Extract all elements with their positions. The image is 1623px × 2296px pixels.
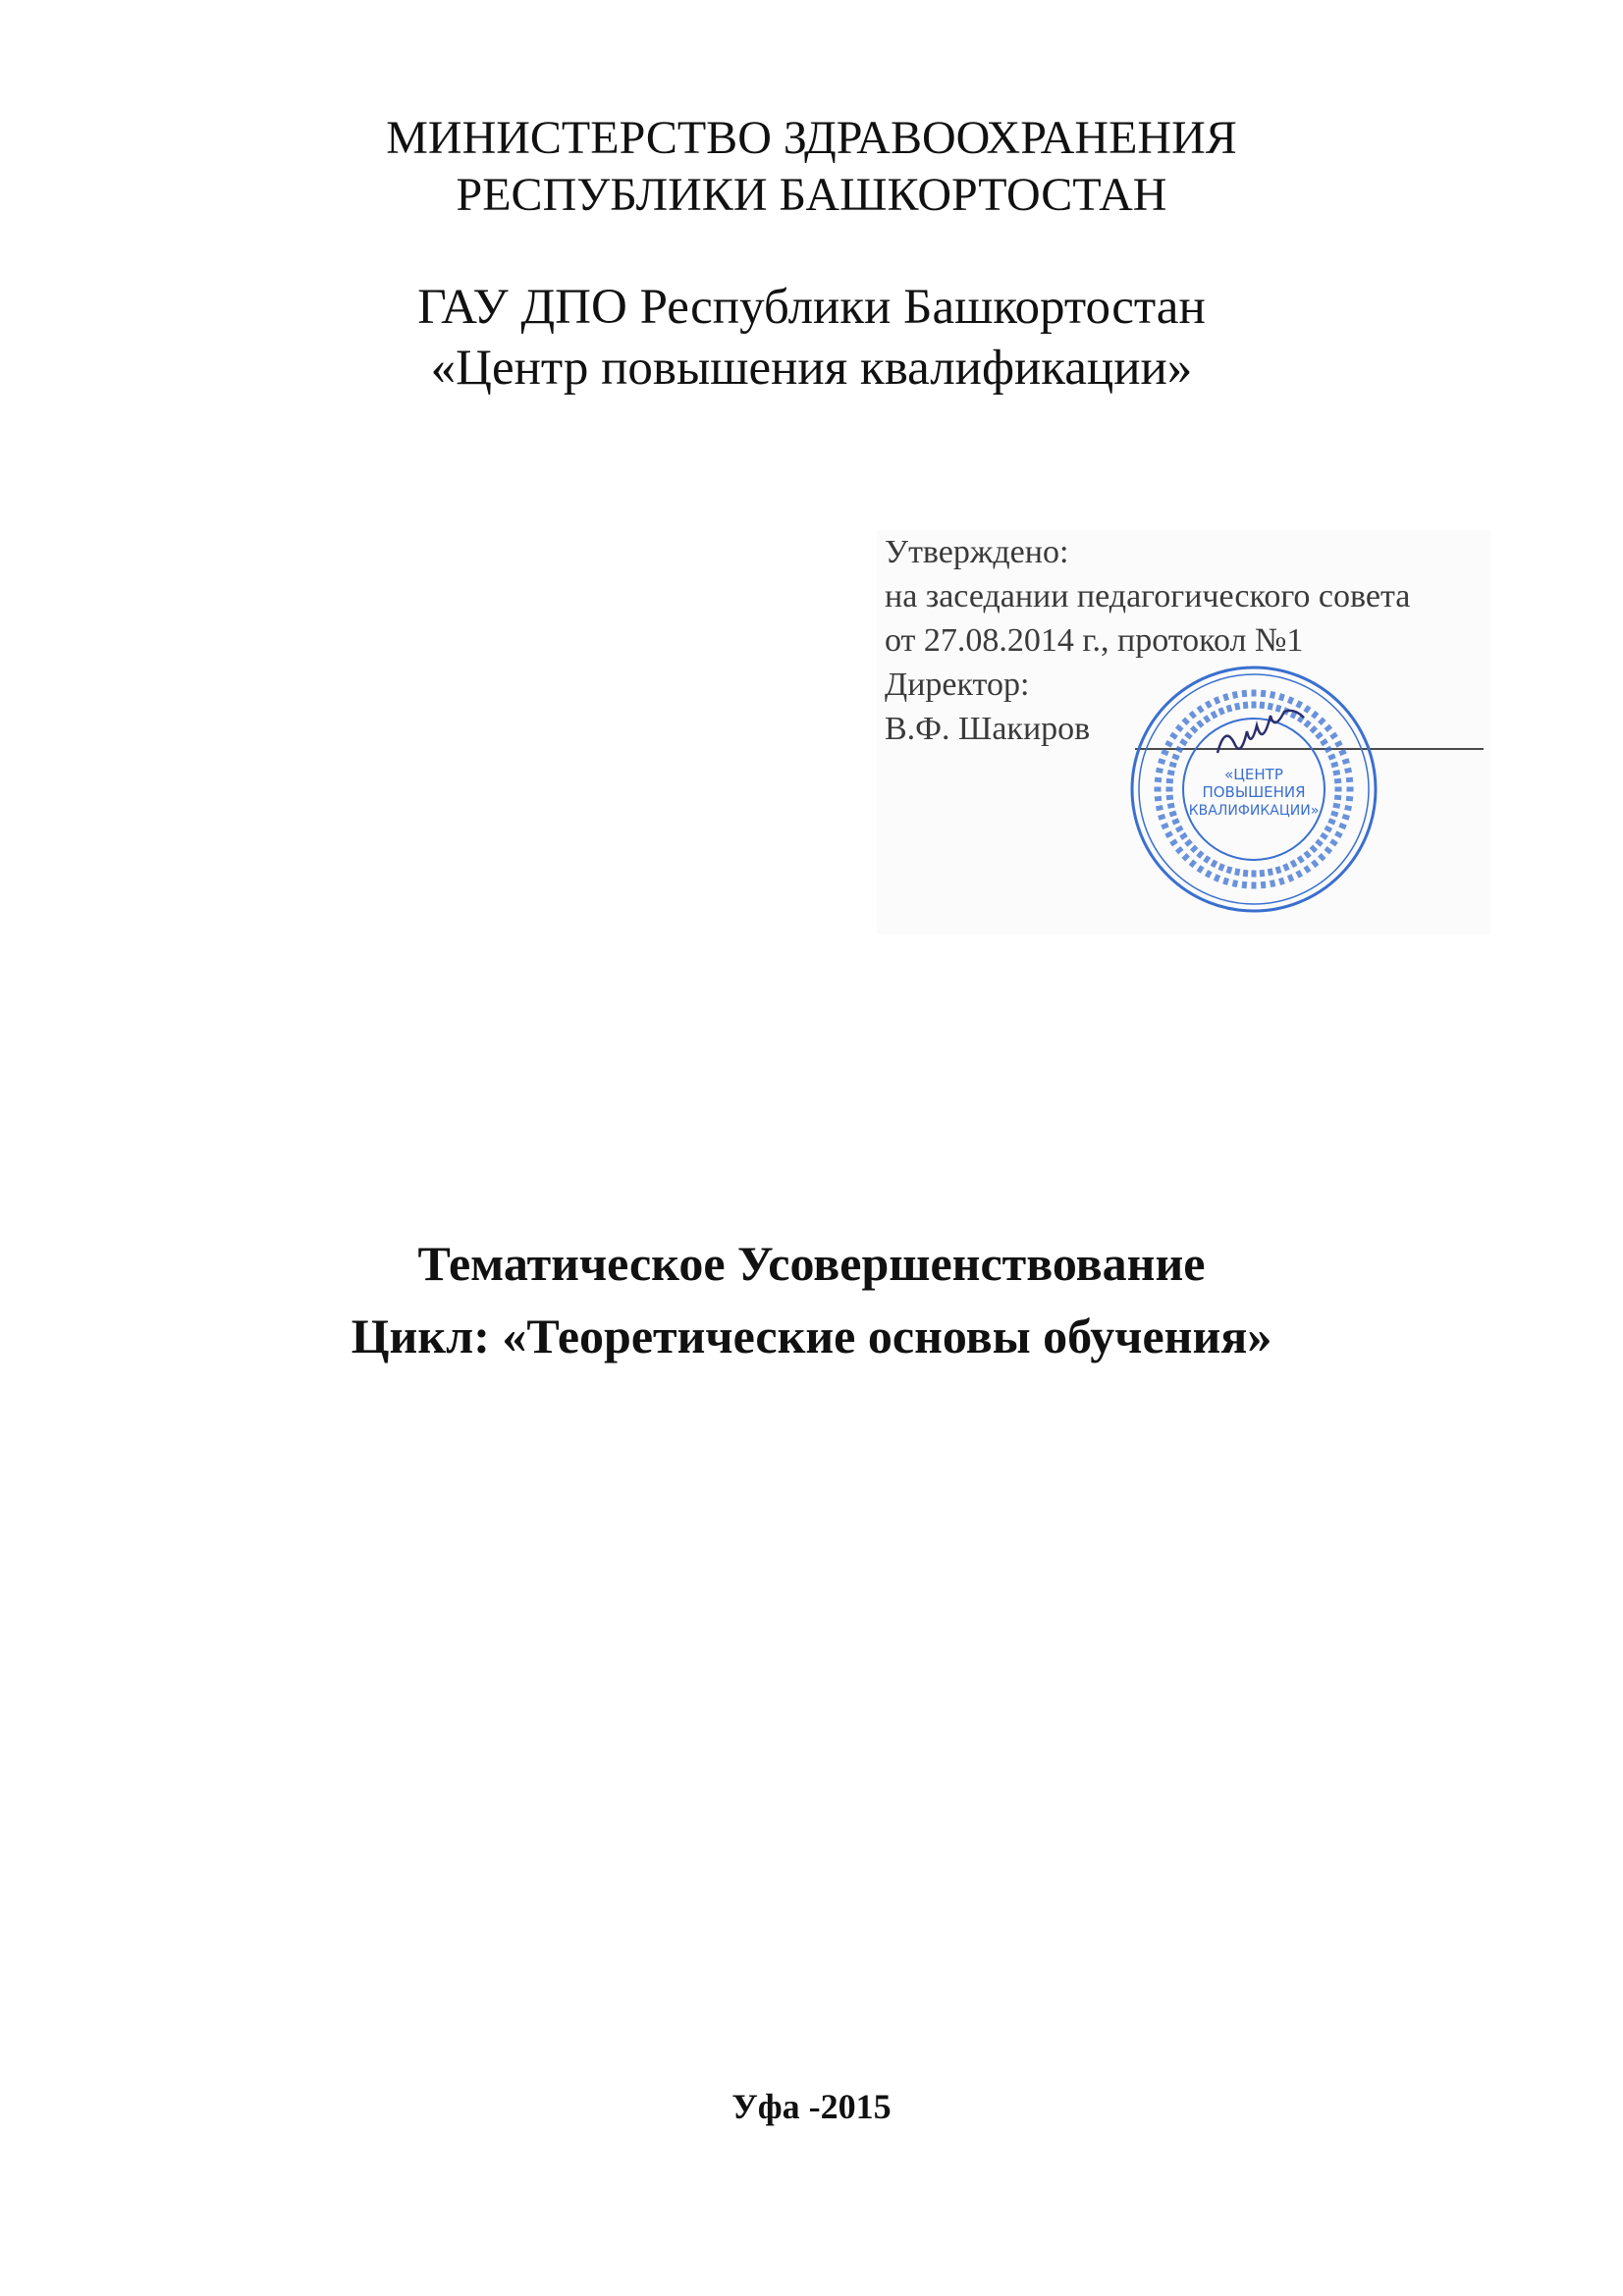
stamp-ring-glyph <box>1282 863 1289 871</box>
stamp-ring-glyph <box>1179 738 1188 746</box>
stamp-ring-glyph <box>1161 749 1168 756</box>
approval-block <box>877 530 1490 934</box>
stamp-ring-glyph <box>1196 720 1204 728</box>
institution-heading <box>0 277 1623 399</box>
stamp-ring-glyph <box>1232 880 1238 887</box>
stamp-ring-glyph <box>1243 870 1249 877</box>
stamp-ring-glyph <box>1155 796 1162 802</box>
stamp-ring-glyph <box>1252 871 1257 878</box>
stamp-ring-glyph <box>1242 881 1248 888</box>
document-title <box>0 1227 1623 1372</box>
stamp-ring-glyph <box>1278 693 1285 701</box>
stamp-ring-glyph <box>1184 731 1193 739</box>
stamp-ring-glyph <box>1318 853 1325 861</box>
approval-line-3: от 27.08.2014 г., протокол №1 <box>885 622 1304 659</box>
stamp-ring-glyph <box>1334 778 1341 784</box>
stamp-ring-glyph <box>1155 787 1162 792</box>
stamp-ring-glyph <box>1211 711 1218 720</box>
stamp-ring-glyph <box>1243 702 1249 709</box>
stamp-ring-glyph <box>1203 855 1211 864</box>
stamp-ring-glyph <box>1330 811 1338 818</box>
stamp-ring-glyph <box>1242 690 1248 697</box>
stamp-ring-glyph <box>1342 758 1350 765</box>
stamp-ring-glyph <box>1175 846 1184 854</box>
stamp-ring-glyph <box>1310 725 1318 733</box>
stamp-center-line-3: КВАЛИФИКАЦИИ» <box>1188 803 1320 819</box>
stamp-ring-glyph <box>1197 865 1205 874</box>
stamp-ring-glyph <box>1270 880 1275 887</box>
stamp-center-line-1: «ЦЕНТР <box>1224 766 1283 783</box>
approval-line-1: Утверждено: <box>885 534 1069 570</box>
ministry-line-2: РЕСПУБЛИКИ БАШКОРТОСТАН <box>456 169 1167 221</box>
stamp-ring-glyph <box>1295 700 1303 709</box>
title-line-1: Тематическое Усовершенствование <box>417 1236 1206 1291</box>
official-stamp <box>1124 660 1384 920</box>
stamp-ring-glyph <box>1330 762 1338 769</box>
stamp-ring-glyph <box>1335 787 1342 792</box>
stamp-ring-glyph <box>1175 826 1184 833</box>
stamp-ring-glyph <box>1190 725 1198 733</box>
stamp-ring-glyph <box>1164 830 1173 838</box>
stamp-ring-glyph <box>1310 845 1318 853</box>
stamp-ring-glyph <box>1268 703 1273 711</box>
stamp-ring-glyph <box>1287 696 1294 704</box>
stamp-ring-glyph <box>1171 753 1179 760</box>
stamp-ring-glyph <box>1327 753 1335 760</box>
stamp-ring-glyph <box>1297 855 1305 864</box>
institution-line-2: «Центр повышения квалификации» <box>430 341 1193 396</box>
stamp-ring-glyph <box>1196 850 1204 859</box>
stamp-ring-glyph <box>1344 768 1352 774</box>
stamp-ring-glyph <box>1320 832 1328 840</box>
institution-line-1: ГАУ ДПО Республики Башкортостан <box>417 280 1206 335</box>
approval-line-4: Директор: <box>885 667 1030 703</box>
stamp-ring-glyph <box>1167 770 1175 775</box>
stamp-ring-glyph <box>1181 717 1189 724</box>
stamp-ring-glyph <box>1270 691 1275 699</box>
stamp-ring-glyph <box>1252 882 1257 889</box>
stamp-ring-glyph <box>1260 870 1266 877</box>
stamp-ring-glyph <box>1189 711 1197 720</box>
stamp-ring-glyph <box>1211 860 1218 869</box>
stamp-ring-glyph <box>1325 846 1333 854</box>
stamp-ring-glyph <box>1311 860 1319 869</box>
stamp-ring-glyph <box>1189 860 1197 869</box>
stamp-ring-glyph <box>1252 690 1257 697</box>
stamp-ring-glyph <box>1222 693 1229 701</box>
stamp-ring-glyph <box>1226 866 1233 874</box>
stamp-ring-glyph <box>1158 758 1165 765</box>
stamp-ring-glyph <box>1197 705 1205 714</box>
stamp-ring-glyph <box>1166 795 1173 801</box>
stamp-ring-glyph <box>1332 803 1340 809</box>
stamp-ring-glyph <box>1303 705 1311 714</box>
stamp-ring-glyph <box>1169 762 1177 769</box>
stamp-ring-glyph <box>1346 796 1353 802</box>
stamp-ring-glyph <box>1156 768 1163 774</box>
stamp-ring-glyph <box>1260 702 1266 709</box>
stamp-ring-glyph <box>1161 823 1168 829</box>
stamp-ring-glyph <box>1325 724 1333 732</box>
stamp-ring-glyph <box>1252 702 1257 709</box>
stamp-ring-glyph <box>1232 691 1238 699</box>
stamp-ring-glyph <box>1166 778 1173 784</box>
stamp-ring-glyph <box>1175 724 1184 732</box>
stamp-ring-glyph <box>1169 838 1178 846</box>
stamp-ring-glyph <box>1226 705 1233 713</box>
stamp-ring-glyph <box>1261 881 1267 888</box>
stamp-ring-glyph <box>1334 830 1343 838</box>
stamp-ring-glyph <box>1338 823 1346 829</box>
stamp-ring-glyph <box>1287 874 1294 881</box>
stamp-ring-glyph <box>1334 740 1343 748</box>
stamp-ring-glyph <box>1346 777 1353 783</box>
stamp-ring-glyph <box>1169 811 1177 818</box>
stamp-ring-glyph <box>1290 860 1298 869</box>
stamp-ring-glyph <box>1338 749 1346 756</box>
stamp-ring-glyph <box>1217 863 1224 871</box>
stamp-ring-glyph <box>1217 707 1224 715</box>
stamp-ring-glyph <box>1278 878 1285 885</box>
ministry-heading <box>0 110 1623 224</box>
stamp-ring-glyph <box>1329 732 1338 740</box>
stamp-ring-glyph <box>1179 832 1188 840</box>
stamp-ring-glyph <box>1295 870 1303 879</box>
stamp-center-line-2: ПОВЫШЕНИЯ <box>1202 783 1306 801</box>
stamp-ring-glyph <box>1171 818 1179 825</box>
stamp-ring-glyph <box>1166 787 1173 792</box>
stamp-ring-glyph <box>1155 777 1162 783</box>
stamp-ring-glyph <box>1344 805 1352 811</box>
city-year: Уфа -2015 <box>731 2087 892 2126</box>
stamp-ring-glyph <box>1158 814 1165 821</box>
stamp-ring-glyph <box>1311 711 1319 720</box>
approval-line-2: на заседании педагогического совета <box>885 578 1411 614</box>
stamp-ring-glyph <box>1268 868 1273 876</box>
stamp-ring-glyph <box>1190 845 1198 853</box>
stamp-ring-glyph <box>1181 853 1189 861</box>
stamp-ring-glyph <box>1303 865 1311 874</box>
stamp-ring-glyph <box>1332 770 1340 775</box>
stamp-ring-glyph <box>1347 787 1354 792</box>
title-line-2: Цикл: «Теоретические основы обучения» <box>351 1308 1272 1363</box>
ministry-line-1: МИНИСТЕРСТВО ЗДРАВООХРАНЕНИЯ <box>386 112 1237 164</box>
stamp-ring-glyph <box>1329 838 1338 846</box>
stamp-ring-glyph <box>1234 868 1240 876</box>
stamp-ring-glyph <box>1156 805 1163 811</box>
approval-line-5: В.Ф. Шакиров <box>885 711 1091 747</box>
stamp-ring-glyph <box>1320 738 1328 746</box>
stamp-ring-glyph <box>1214 874 1220 881</box>
stamp-ring-glyph <box>1342 814 1350 821</box>
stamp-ring-glyph <box>1234 703 1240 711</box>
stamp-ring-glyph <box>1184 838 1193 846</box>
stamp-ring-glyph <box>1214 696 1220 704</box>
stamp-ring-glyph <box>1169 732 1178 740</box>
stamp-ring-glyph <box>1325 826 1333 833</box>
stamp-ring-glyph <box>1315 731 1324 739</box>
stamp-ring-glyph <box>1203 715 1211 723</box>
stamp-ring-glyph <box>1164 740 1173 748</box>
stamp-ring-glyph <box>1275 705 1282 713</box>
stamp-ring-glyph <box>1327 818 1335 825</box>
stamp-ring-glyph <box>1303 720 1311 728</box>
stamp-ring-glyph <box>1222 878 1229 885</box>
stamp-ring-glyph <box>1167 803 1175 809</box>
stamp-ring-glyph <box>1205 870 1213 879</box>
stamp-ring-glyph <box>1275 866 1282 874</box>
stamp-ring-glyph <box>1303 850 1311 859</box>
stamp-ring-glyph <box>1334 795 1341 801</box>
stamp-ring-glyph <box>1318 717 1325 724</box>
stamp-ring-glyph <box>1261 690 1267 697</box>
stamp-ring-glyph <box>1175 746 1184 754</box>
stamp-ring-glyph <box>1315 838 1324 846</box>
stamp-ring-glyph <box>1325 746 1333 754</box>
stamp-ring-glyph <box>1205 700 1213 709</box>
